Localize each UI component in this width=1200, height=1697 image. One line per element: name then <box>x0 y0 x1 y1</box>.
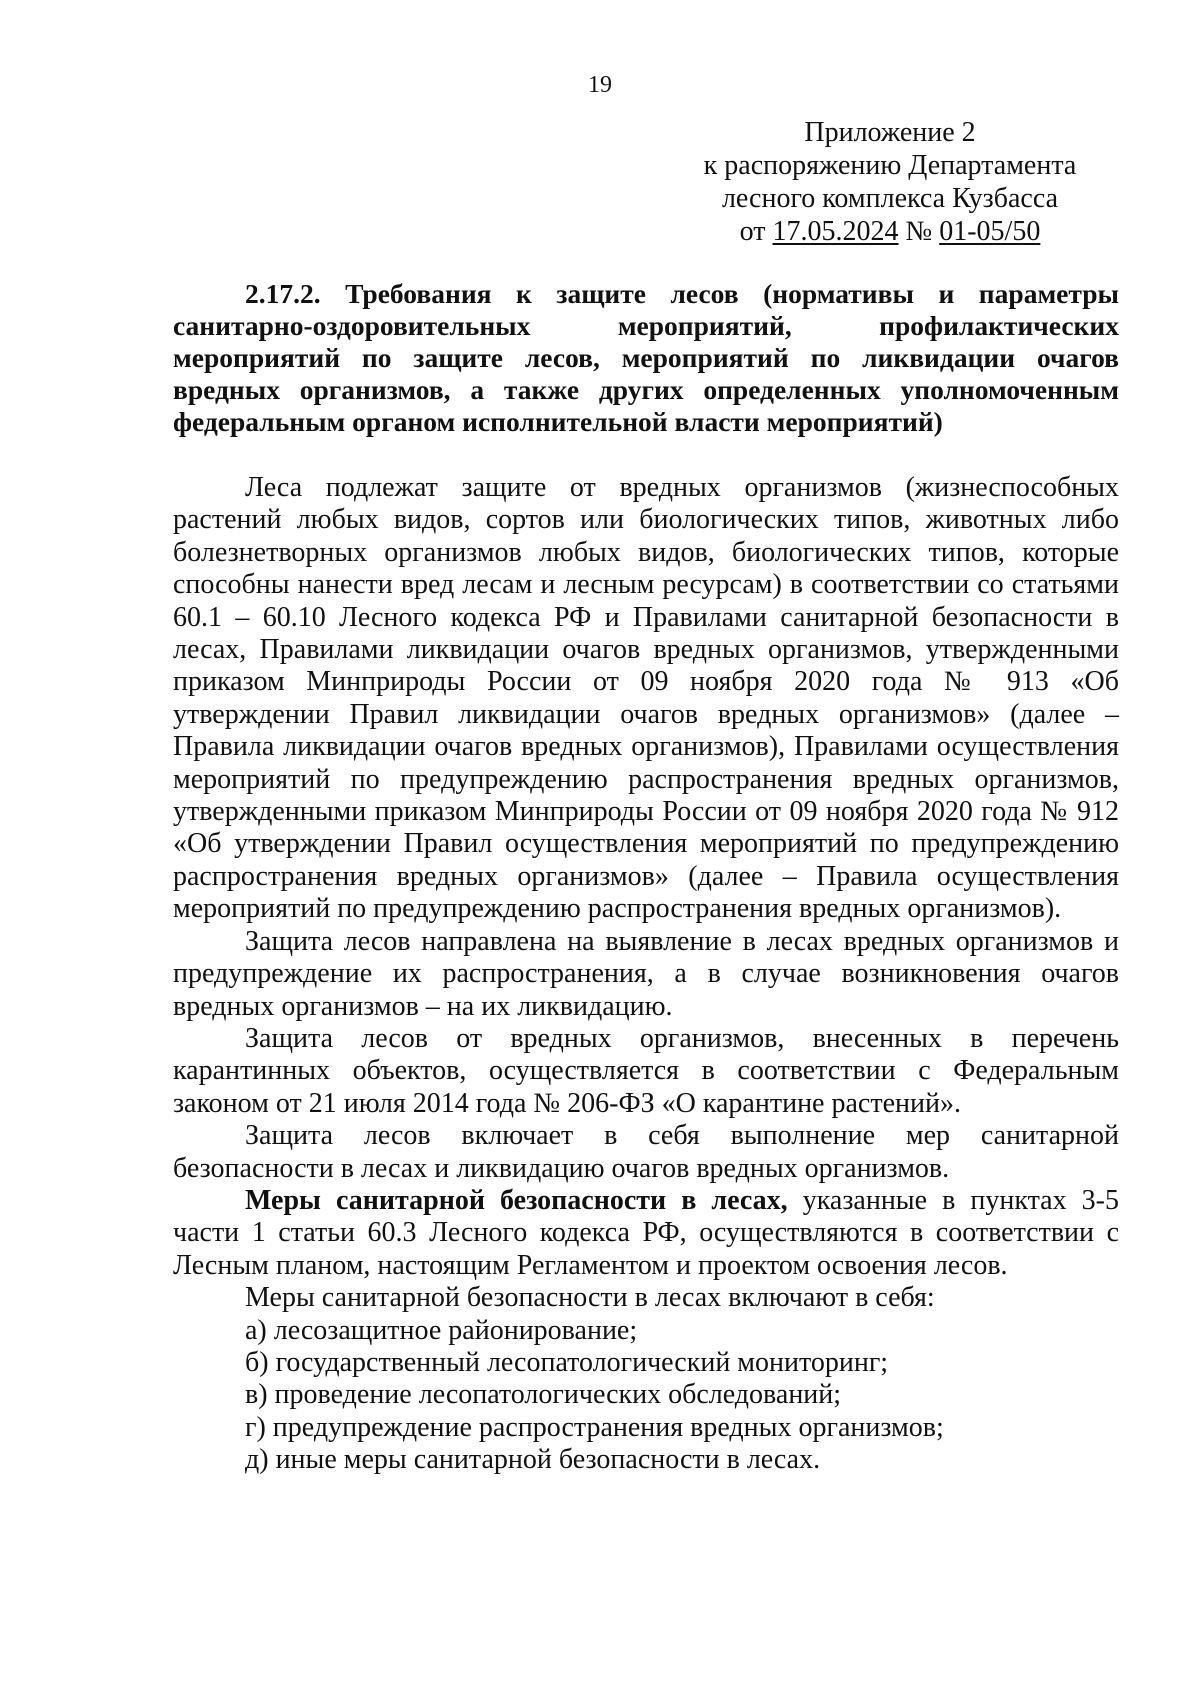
sanitary-measures-text: указанные в пунктах 3-5 части 1 статьи 60.3 Лесного кодекса РФ, осуществляются в соответствии с Лесным планом, настоящим Регламентом и проектом освоения лесов. <box>173 1184 1119 1281</box>
appendix-order-ref: к распоряжению Департамента <box>703 150 1077 181</box>
appendix-block <box>690 116 1090 248</box>
paragraph-sanitary-measures <box>173 1185 1119 1282</box>
section-heading: 2.17.2. Требования к защите лесов (нормативы и параметры санитарно-оздоровительных мероприятий, профилактических мероприятий по защите лесов, мероприятий по ликвидации очагов вредных организмов, а также других определенных уполномоченным федеральным органом исполнительной власти мероприятий) <box>173 278 1119 437</box>
paragraph-forest-protection: Леса подлежат защите от вредных организмов (жизнеспособных растений любых видов, сортов или биологических типов, животных либо болезнетворных организмов любых видов, биологических типов, которые способны нанести вред лесам и лесным ресурсам) в соответствии со статьями 60.1 – 60.10 Лесного кодекса РФ и Правилами санитарной безопасности в лесах, Правилами ликвидации очагов вредных организмов, утвержденными приказом Минприроды России от 09 ноября 2020 года № 913 «Об утверждении Правил ликвидации очагов вредных организмов» (далее – Правила ликвидации очагов вредных организмов), Правилами осуществления мероприятий по предупреждению распространения вредных организмов, утвержденными приказом Минприроды России от 09 ноября 2020 года № 912 «Об утверждении Правил осуществления мероприятий по предупреждению распространения вредных организмов» (далее – Правила осуществления мероприятий по предупреждению распространения вредных организмов). <box>173 472 1119 925</box>
list-item: г) предупреждение распространения вредных организмов; <box>245 1411 944 1443</box>
appendix-title: Приложение 2 <box>804 117 976 148</box>
appendix-number-sign: № <box>898 216 940 247</box>
list-item: б) государственный лесопатологический мониторинг; <box>245 1346 889 1378</box>
appendix-date-prefix: от <box>739 216 773 247</box>
paragraph-protection-includes: Защита лесов включает в себя выполнение мер санитарной безопасности в лесах и ликвидацию очагов вредных организмов. <box>173 1120 1119 1184</box>
list-intro: Меры санитарной безопасности в лесах включают в себя: <box>245 1282 935 1314</box>
sanitary-measures-bold: Меры санитарной безопасности в лесах, <box>245 1184 788 1216</box>
list-item: в) проведение лесопатологических обследований; <box>245 1379 842 1411</box>
paragraph-protection-aim: Защита лесов направлена на выявление в лесах вредных организмов и предупреждение их распространения, а в случае возникновения очагов вредных организмов – на их ликвидацию. <box>173 925 1119 1022</box>
appendix-number: 01-05/50 <box>939 216 1041 247</box>
appendix-date: 17.05.2024 <box>772 216 899 247</box>
appendix-date-number <box>690 215 1090 248</box>
list-item: а) лесозащитное районирование; <box>245 1314 638 1346</box>
sanitary-measures-list <box>173 1315 1119 1477</box>
page-number: 19 <box>588 72 612 98</box>
paragraph-quarantine: Защита лесов от вредных организмов, внесенных в перечень карантинных объектов, осуществляется в соответствии с Федеральным законом от 21 июля 2014 года № 206-ФЗ «О карантине растений». <box>173 1022 1119 1119</box>
document-body <box>173 278 1119 1477</box>
list-item: д) иные меры санитарной безопасности в лесах. <box>245 1444 821 1476</box>
appendix-department: лесного комплекса Кузбасса <box>721 183 1059 214</box>
